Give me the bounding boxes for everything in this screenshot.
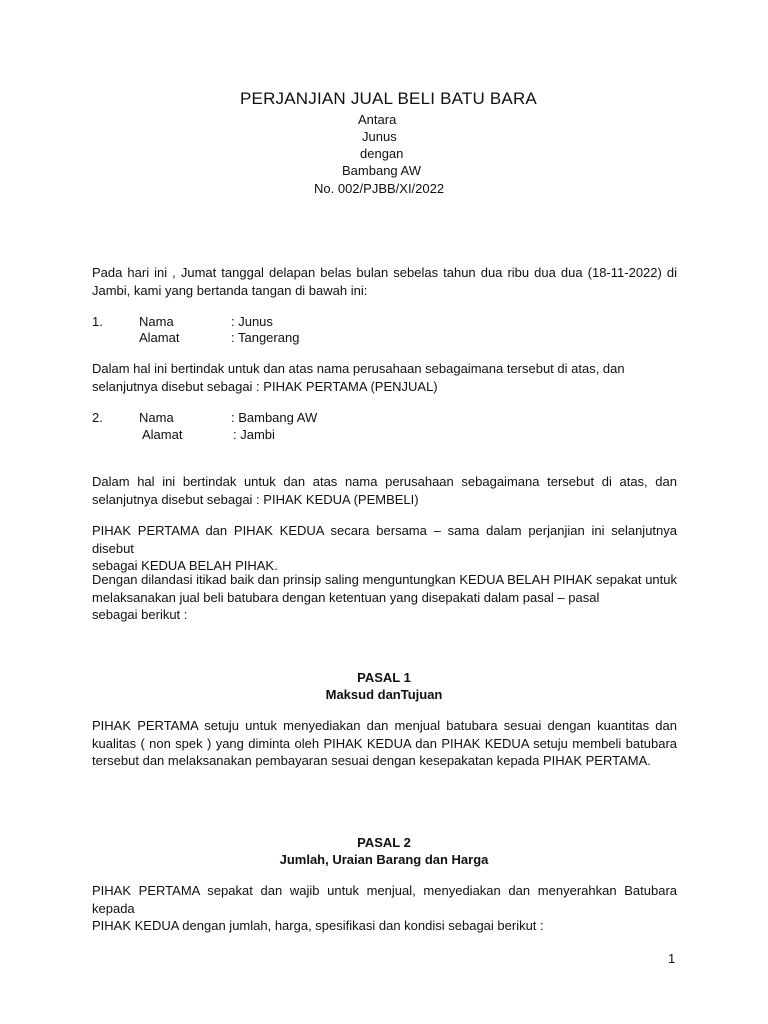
pasal-1-subheading: Maksud danTujuan [325,687,443,702]
party-one-name-value: : Junus [231,314,273,329]
party-one-name-label: Nama [139,314,174,329]
party-two-name-value: : Bambang AW [231,410,318,425]
pasal-1-heading: PASAL 1 [357,670,411,685]
together-line-1: PIHAK PERTAMA dan PIHAK KEDUA secara bersama – sama dalam perjanjian ini selanjutnya disebut [92,523,677,556]
basis-line-2: melaksanakan jual beli batubara dengan ketentuan yang disepakati dalam pasal – pasal [92,589,600,605]
basis-line-3: sebagai berikut : [92,607,188,622]
party-two-header-name: Bambang AW [342,163,422,178]
basis-paragraph [92,571,677,624]
pasal-1-line-2: kualitas ( non spek ) yang diminta oleh PIHAK KEDUA dan PIHAK KEDUA setuju membeli batubara [92,735,677,751]
pasal-2-body [92,882,677,935]
opening-line-1: Pada hari ini , Jumat tanggal delapan belas bulan sebelas tahun dua ribu dua dua (18-11-2022) di [92,265,677,280]
document-number: No. 002/PJBB/XI/2022 [314,181,445,196]
party-two-address-value: : Jambi [233,427,275,442]
opening-line-2: Jambi, kami yang bertanda tangan di bawah ini: [92,282,368,298]
pasal-2-line-2: PIHAK KEDUA dengan jumlah, harga, spesifikasi dan kondisi sebagai berikut : [92,918,544,933]
party-one-desc-line-1: Dalam hal ini bertindak untuk dan atas nama perusahaan sebagaimana tersebut di atas, dan [92,361,625,376]
party-two-desc-line-2: selanjutnya disebut sebagai : PIHAK KEDUA (PEMBELI) [92,491,419,507]
page-number: 1 [668,951,676,966]
pasal-1-line-3: tersebut dan melaksanakan pembayaran sesuai dengan kesepakatan kepada PIHAK PERTAMA. [92,753,651,768]
basis-line-1: Dengan dilandasi itikad baik dan prinsip saling menguntungkan KEDUA BELAH PIHAK sepakat untuk [92,572,677,587]
dengan-text: dengan [360,146,404,161]
party-two-name-label: Nama [139,410,174,425]
party-two-number: 2. [92,410,103,425]
pasal-2-line-1: PIHAK PERTAMA sepakat dan wajib untuk menjual, menyediakan dan menyerahkan Batubara kepada [92,883,677,916]
party-one-desc-line-2: selanjutnya disebut sebagai : PIHAK PERTAMA (PENJUAL) [92,378,438,394]
together-line-2: sebagai KEDUA BELAH PIHAK. [92,558,278,573]
document-title: PERJANJIAN JUAL BELI BATU BARA [240,89,537,108]
pasal-2-subheading: Jumlah, Uraian Barang dan Harga [279,852,489,867]
party-one-description [92,360,677,395]
antara-text: Antara [358,112,397,127]
opening-paragraph [92,264,677,299]
party-two-address-label: Alamat [142,427,183,442]
pasal-1-body [92,717,677,770]
party-one-address-value: : Tangerang [231,330,300,345]
party-two-desc-line-1: Dalam hal ini bertindak untuk dan atas nama perusahaan sebagaimana tersebut di atas, dan [92,474,677,489]
pasal-1-line-1: PIHAK PERTAMA setuju untuk menyediakan dan menjual batubara sesuai dengan kuantitas dan [92,718,677,733]
together-paragraph [92,522,677,575]
party-one-header-name: Junus [362,129,397,144]
party-one-number: 1. [92,314,103,329]
party-two-description [92,473,677,508]
pasal-2-heading: PASAL 2 [357,835,411,850]
party-one-address-label: Alamat [139,330,180,345]
